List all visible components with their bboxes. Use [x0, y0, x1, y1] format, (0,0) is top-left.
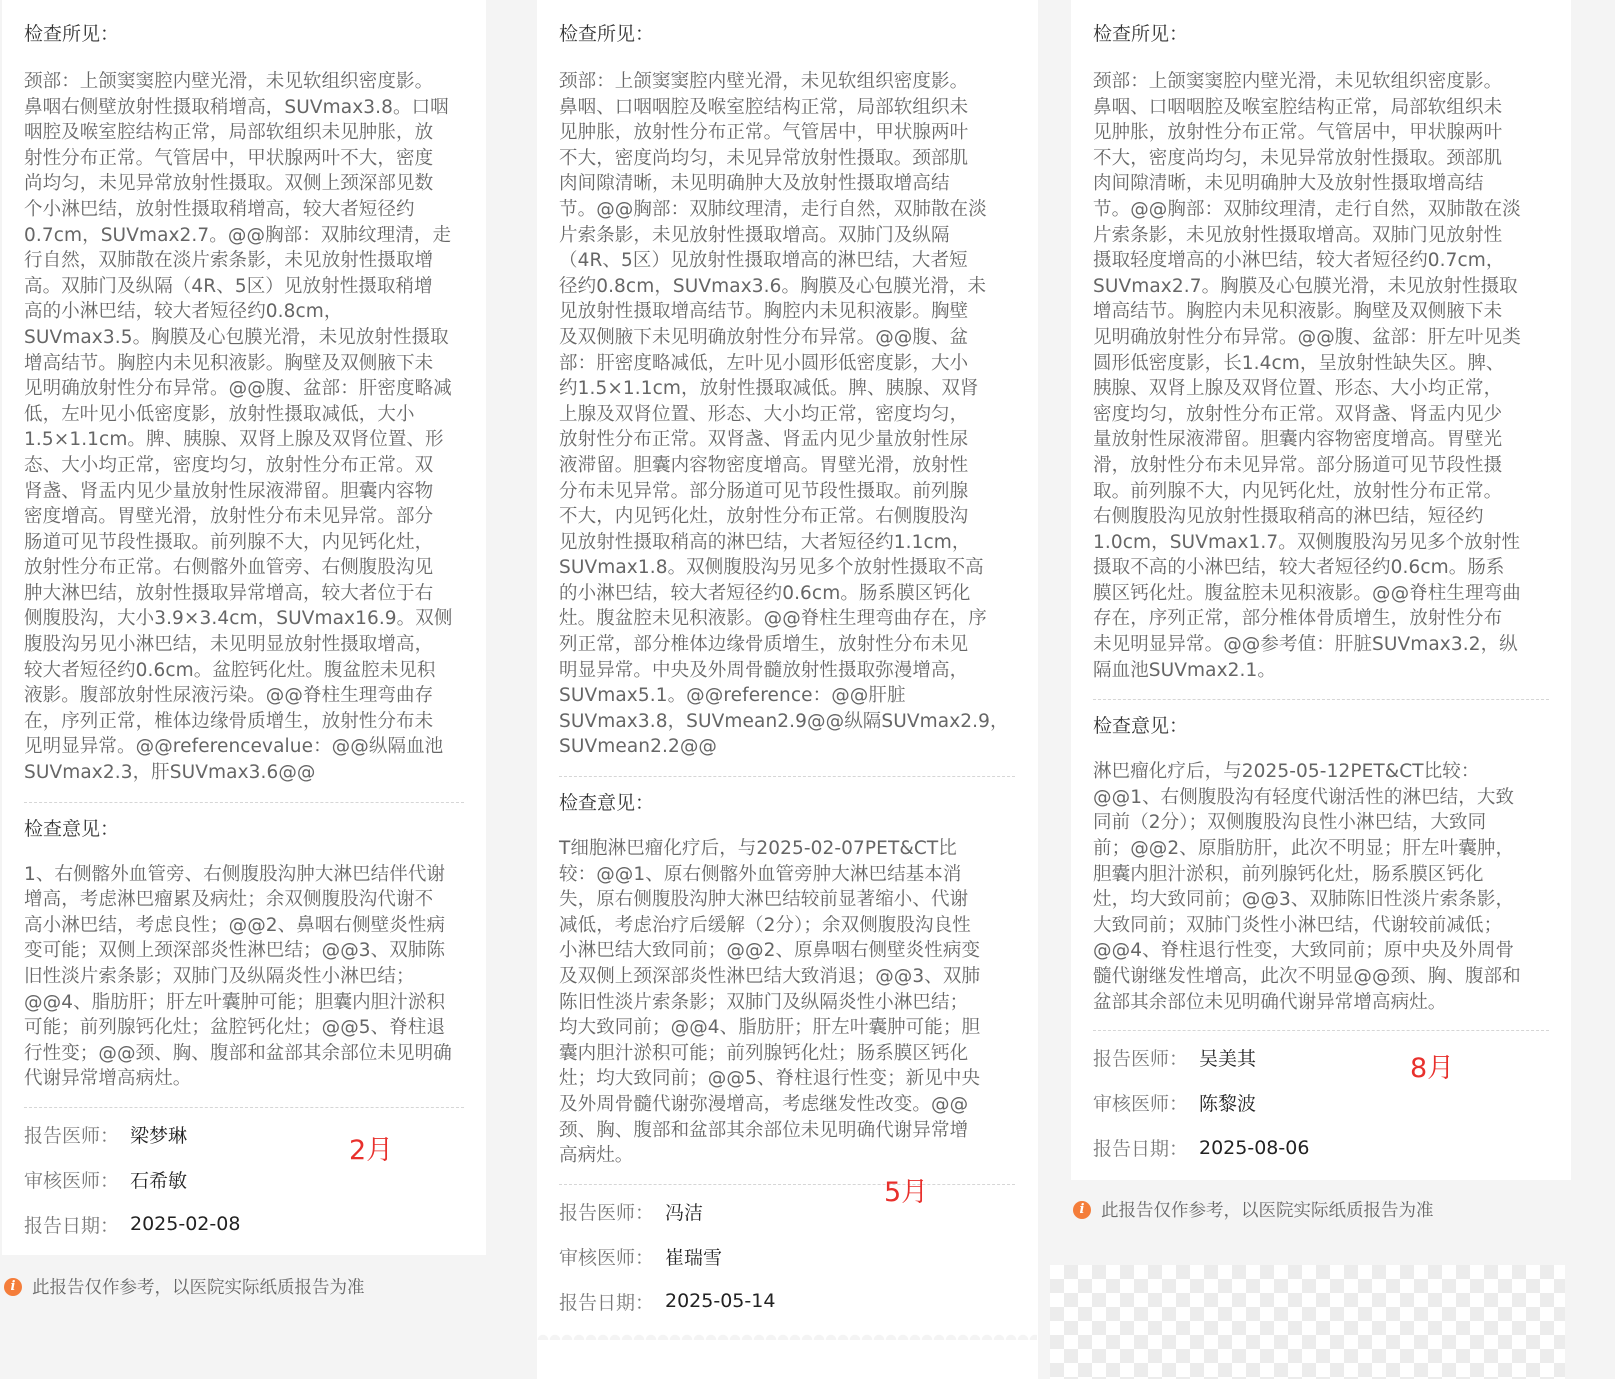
doctor-row [24, 1112, 464, 1157]
doctor-name: 梁梦琳 [130, 1124, 188, 1147]
findings-text: 颈部：上颌窦窦腔内壁光滑，未见软组织密度影。 鼻咽、口咽咽腔及喉室腔结构正常，局部软组织未 见肿胀，放射性分布正常。气管居中，甲状腺两叶 不大，密度尚均匀，未见异常放射性摄取。颈部肌 肉间隙清晰，未见明确肿大及放射性摄取增高结 节。@@胸部：双肺纹理清，走行自然，双肺散在淡 片索条影，未见放射性摄取增高。双肺门及纵隔 （4R、5区）见放射性摄取增高的淋巴结，大者短 径约0.8cm，SUVmax3.6。胸膜及心包膜光滑，未 见放射性摄取增高结节。胸腔内未见积液影。胸壁 及双侧腋下未见明确放射性分布异常。@@腹、盆 部：肝密度略减低，左叶见小圆形低密度影，大小 约1.5×1.1cm，放射性摄取减低。脾、胰腺、双肾 上腺及双肾位置、形态、大小均正常，密度均匀， 放射性分布正常。双肾盏、肾盂内见少量放射性尿 液滞留。胆囊内容物密度增高。胃壁光滑，放射性 分布未见异常。部分肠道可见节段性摄取。前列腺 不大，内见钙化灶，放射性分布正常。右侧腹股沟 见放射性摄取稍高的淋巴结，大者短径约1.1cm， SUVmax1.8。双侧腹股沟另见多个放射性摄取不高 的小淋巴结，较大者短径约0.6cm。肠系膜区钙化 灶。腹盆腔未见积液影。@@脊柱生理弯曲存在，序 列正常，部分椎体边缘骨质增生，放射性分布未见 明显异常。中央及外周骨髓放射性摄取弥漫增高， SUVmax5.1。@@reference：@@肝脏 SUVmax3.8，SUVmean2.9@@纵隔SUVmax2.9， SUVmean2.2@@ [559, 71, 1009, 758]
findings-text: 颈部：上颌窦窦腔内壁光滑，未见软组织密度影。 鼻咽、口咽咽腔及喉室腔结构正常，局部软组织未 见肿胀，放射性分布正常。气管居中，甲状腺两叶 不大，密度尚均匀，未见异常放射性摄取。颈部肌 肉间隙清晰，未见明确肿大及放射性摄取增高结 节。@@胸部：双肺纹理清，走行自然，双肺散在淡 片索条影，未见放射性摄取增高。双肺门见放射性 摄取轻度增高的小淋巴结，较大者短径约0.7cm， SUVmax2.7。胸膜及心包膜光滑，未见放射性摄取 增高结节。胸腔内未见积液影。胸壁及双侧腋下未 见明确放射性分布异常。@@腹、盆部：肝左叶见类 圆形低密度影，长1.4cm，呈放射性缺失区。脾、 胰腺、双肾上腺及双肾位置、形态、大小均正常， 密度均匀，放射性分布正常。双肾盏、肾盂内见少 量放射性尿液滞留。胆囊内容物密度增高。胃壁光 滑，放射性分布未见异常。部分肠道可见节段性摄 取。前列腺不大，内见钙化灶，放射性分布正常。 右侧腹股沟见放射性摄取稍高的淋巴结，短径约 1.0cm，SUVmax1.7。双侧腹股沟另见多个放射性 摄取不高的小淋巴结，较大者短径约0.6cm。肠系 膜区钙化灶。腹盆腔未见积液影。@@脊柱生理弯曲 存在，序列正常，部分椎体骨质增生，放射性分布 未见明显异常。@@参考值：肝脏SUVmax3.2，纵 隔血池SUVmax2.1。 [1093, 71, 1521, 681]
reviewer-label: 审核医师： [1093, 1093, 1189, 1116]
signature-block [1093, 1035, 1549, 1170]
reviewer-label: 审核医师： [24, 1169, 120, 1192]
report-card-february [2, 0, 486, 1255]
info-icon: i [1073, 1201, 1091, 1219]
divider [24, 802, 464, 803]
divider [559, 776, 1015, 777]
ticket-edge [2, 1253, 486, 1263]
reviewer-name: 石希敏 [130, 1169, 188, 1192]
ticket-edge [537, 1330, 1037, 1340]
findings-label: 检查所见： [559, 23, 655, 45]
doctor-row [1093, 1035, 1549, 1080]
doctor-label: 报告医师： [559, 1201, 655, 1224]
doctor-label: 报告医师： [24, 1124, 120, 1147]
reviewer-label: 审核医师： [559, 1246, 655, 1269]
reviewer-row [1093, 1080, 1549, 1125]
reviewer-name: 崔瑞雪 [665, 1246, 723, 1269]
report-date: 2025-02-08 [130, 1213, 241, 1236]
report-date: 2025-05-14 [665, 1290, 776, 1313]
doctor-name: 冯洁 [665, 1201, 704, 1224]
disclaimer-notice [4, 1274, 365, 1299]
report-date: 2025-08-06 [1199, 1136, 1310, 1159]
date-row [559, 1279, 1015, 1324]
disclaimer-text: 此报告仅作参考，以医院实际纸质报告为准 [32, 1278, 365, 1298]
info-icon: i [4, 1278, 22, 1296]
divider [1093, 1030, 1549, 1031]
signature-block [24, 1112, 464, 1247]
transparent-area [1050, 1265, 1565, 1379]
doctor-row [559, 1189, 1015, 1234]
findings-label: 检查所见： [24, 23, 120, 45]
report-card-august [1071, 0, 1571, 1180]
opinion-label: 检查意见： [559, 792, 655, 815]
date-row [1093, 1125, 1549, 1170]
report-card-may [537, 0, 1037, 1379]
divider [559, 1184, 1015, 1185]
month-annotation: 5月 [884, 1177, 929, 1208]
doctor-name: 吴美其 [1199, 1048, 1257, 1071]
doctor-label: 报告医师： [1093, 1048, 1189, 1071]
divider [24, 1107, 464, 1108]
date-label: 报告日期： [559, 1291, 655, 1314]
ticket-edge [1071, 1178, 1571, 1188]
reviewer-name: 陈黎波 [1199, 1093, 1257, 1116]
opinion-text: 1、右侧髂外血管旁、右侧腹股沟肿大淋巴结伴代谢 增高，考虑淋巴瘤累及病灶；余双侧腹股沟代谢不 高小淋巴结，考虑良性；@@2、鼻咽右侧壁炎性病 变可能；双侧上颈深部炎性淋巴结；@@3、双肺陈 旧性淡片索条影；双肺门及纵隔炎性小淋巴结； @@4、脂肪肝；肝左叶囊肿可能；胆囊内胆汁淤积 可能；前列腺钙化灶；盆腔钙化灶；@@5、脊柱退 行性变；@@颈、胸、腹部和盆部其余部位未见明确 代谢异常增高病灶。 [24, 863, 452, 1090]
date-label: 报告日期： [1093, 1138, 1189, 1161]
divider [1093, 699, 1549, 700]
date-row [24, 1202, 464, 1247]
findings-label: 检查所见： [1093, 23, 1189, 45]
month-annotation: 2月 [349, 1135, 394, 1166]
signature-block [559, 1189, 1015, 1324]
disclaimer-notice [1073, 1197, 1434, 1222]
opinion-label: 检查意见： [24, 817, 120, 840]
opinion-text: 淋巴瘤化疗后，与2025-05-12PET&CT比较： @@1、右侧腹股沟有轻度代谢活性的淋巴结，大致 同前（2分）；双侧腹股沟良性小淋巴结，大致同 前；@@2、原脂肪肝，此次不明显；肝左叶囊肿， 胆囊内胆汁淤积，前列腺钙化灶，肠系膜区钙化 灶，均大致同前；@@3、双肺陈旧性淡片索条影， 大致同前；双肺门炎性小淋巴结，代谢较前减低； @@4、脊柱退行性变，大致同前；原中央及外周骨 髓代谢继发性增高，此次不明显@@颈、胸、腹部和 盆部其余部位未见明确代谢异常增高病灶。 [1093, 761, 1521, 1013]
opinion-text: T细胞淋巴瘤化疗后，与2025-02-07PET&CT比 较：@@1、原右侧髂外血管旁肿大淋巴结基本消 失，原右侧腹股沟肿大淋巴结较前显著缩小、代谢 减低，考虑治疗后缓解（2分）；余双侧腹股沟良性 小淋巴结大致同前；@@2、原鼻咽右侧壁炎性病变 及双侧上颈深部炎性淋巴结大致消退；@@3、双肺 陈旧性淡片索条影；双肺门及纵隔炎性小淋巴结； 均大致同前；@@4、脂肪肝；肝左叶囊肿可能；胆 囊内胆汁淤积可能；前列腺钙化灶；肠系膜区钙化 灶；均大致同前；@@5、脊柱退行性变；新见中央 及外周骨髓代谢弥漫增高，考虑继发性改变。@@ 颈、胸、腹部和盆部其余部位未见明确代谢异常增 高病灶。 [559, 838, 981, 1167]
findings-text: 颈部：上颌窦窦腔内壁光滑，未见软组织密度影。 鼻咽右侧壁放射性摄取稍增高，SUVmax3.8。口咽 咽腔及喉室腔结构正常，局部软组织未见肿胀，放 射性分布正常。气管居中，甲状腺两叶不大，密度 尚均匀，未见异常放射性摄取。双侧上颈深部见数 个小淋巴结，放射性摄取稍增高，较大者短径约 0.7cm，SUVmax2.7。@@胸部：双肺纹理清，走 行自然，双肺散在淡片索条影，未见放射性摄取增 高。双肺门及纵隔（4R、5区）见放射性摄取稍增 高的小淋巴结，较大者短径约0.8cm， SUVmax3.5。胸膜及心包膜光滑，未见放射性摄取 增高结节。胸腔内未见积液影。胸壁及双侧腋下未 见明确放射性分布异常。@@腹、盆部：肝密度略减 低，左叶见小低密度影，放射性摄取减低，大小 1.5×1.1cm。脾、胰腺、双肾上腺及双肾位置、形 态、大小均正常，密度均匀，放射性分布正常。双 肾盏、肾盂内见少量放射性尿液滞留。胆囊内容物 密度增高。胃壁光滑，放射性分布未见异常。部分 肠道可见节段性摄取。前列腺不大，内见钙化灶， 放射性分布正常。右侧髂外血管旁、右侧腹股沟见 肿大淋巴结，放射性摄取异常增高，较大者位于右 侧腹股沟，大小3.9×3.4cm，SUVmax16.9。双侧 腹股沟另见小淋巴结，未见明显放射性摄取增高， 较大者短径约0.6cm。盆腔钙化灶。腹盆腔未见积 液影。腹部放射性尿液污染。@@脊柱生理弯曲存 在，序列正常，椎体边缘骨质增生，放射性分布未 见明显异常。@@referencevalue：@@纵隔血池 SUVmax2.3，肝SUVmax3.6@@ [24, 71, 453, 784]
month-annotation: 8月 [1410, 1053, 1455, 1084]
disclaimer-text: 此报告仅作参考，以医院实际纸质报告为准 [1101, 1201, 1434, 1221]
date-label: 报告日期： [24, 1214, 120, 1237]
reviewer-row [559, 1234, 1015, 1279]
opinion-label: 检查意见： [1093, 715, 1189, 738]
reviewer-row [24, 1157, 464, 1202]
